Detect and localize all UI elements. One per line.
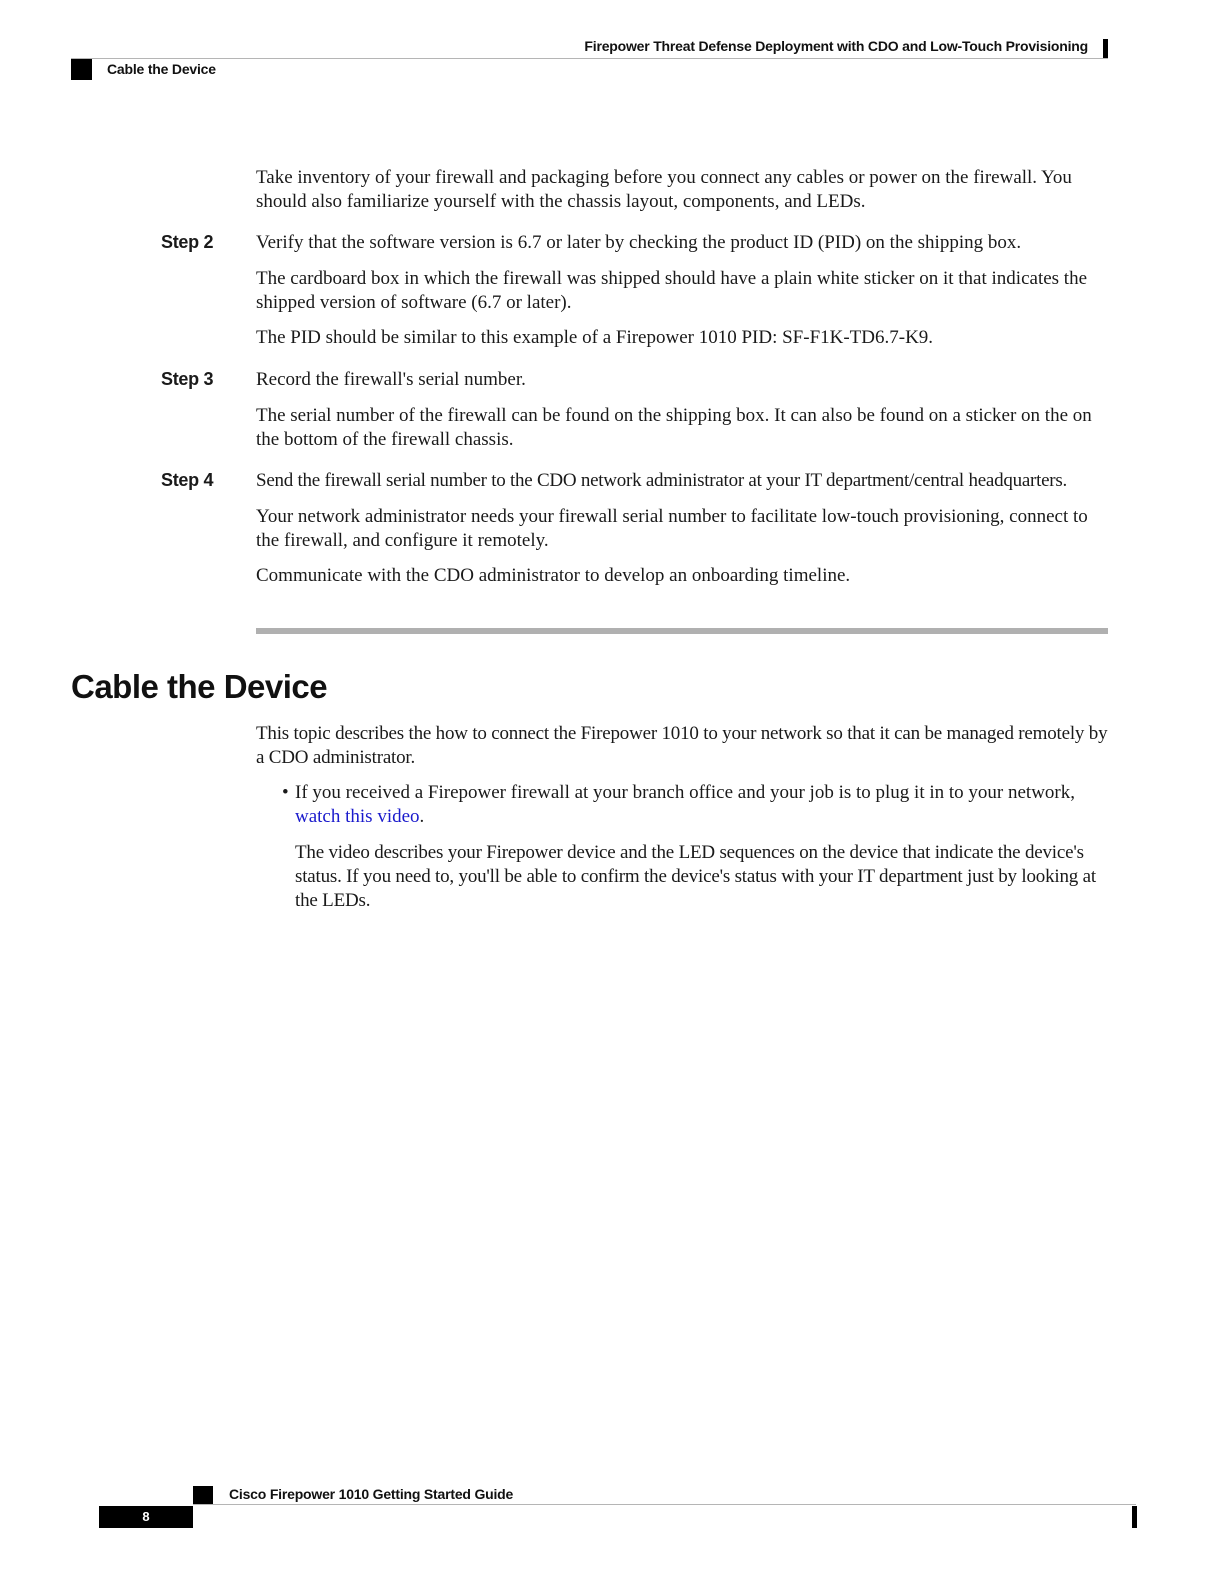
bullet-text: [295, 781, 1112, 829]
step-4-label: Step 4: [161, 470, 214, 490]
footer-rule: [193, 1504, 1136, 1505]
step-2-detail-2: The PID should be similar to this example of a Firepower 1010 PID: SF-F1K-TD6.7-K9.: [256, 327, 934, 348]
step-3-label: Step 3: [161, 369, 214, 389]
watch-video-link[interactable]: watch this video: [295, 806, 420, 827]
header-rule: [71, 58, 1108, 59]
footer-marker: [193, 1486, 213, 1505]
bullet-text-before-link: If you received a Firepower firewall at your branch office and your job is to plug it in to your network,: [295, 782, 1076, 803]
step-2-label: Step 2: [161, 232, 214, 252]
step-4-detail-2: Communicate with the CDO administrator to develop an onboarding timeline.: [256, 565, 851, 586]
bullet-followup: The video describes your Firepower device and the LED sequences on the device that indicate the device's status. If you need to, you'll be able to confirm the device's status with your IT department just by looking at the LEDs.: [295, 842, 1096, 911]
step-4-text: Send the firewall serial number to the CDO network administrator at your IT department/central headquarters.: [256, 470, 1068, 491]
bullet-marker: •: [282, 782, 289, 803]
header-section-marker: [71, 59, 92, 80]
footer-guide-title: Cisco Firepower 1010 Getting Started Guide: [229, 1486, 514, 1502]
footer-marker-bar: [1132, 1506, 1137, 1528]
header-marker-bar: [1103, 39, 1108, 59]
running-header-chapter-title: Firepower Threat Defense Deployment with CDO and Low-Touch Provisioning: [584, 38, 1088, 54]
section-intro: This topic describes the how to connect the Firepower 1010 to your network so that it can be managed remotely by a CDO administrator.: [256, 723, 1108, 768]
section-heading: Cable the Device: [71, 668, 328, 705]
bullet-item: [282, 781, 1112, 829]
step-4-detail-1: Your network administrator needs your firewall serial number to facilitate low-touch provisioning, connect to the firewall, and configure it remotely.: [256, 506, 1088, 551]
section-separator: [256, 628, 1108, 634]
step-3-detail-1: The serial number of the firewall can be found on the shipping box. It can also be found on a sticker on the on the bottom of the firewall chassis.: [256, 405, 1092, 450]
page-number: 8: [99, 1506, 193, 1528]
intro-paragraph: Take inventory of your firewall and packaging before you connect any cables or power on the firewall. You should also familiarize yourself with the chassis layout, components, and LEDs.: [256, 167, 1072, 212]
step-2-text: Verify that the software version is 6.7 or later by checking the product ID (PID) on the shipping box.: [256, 232, 1022, 253]
step-3-text: Record the firewall's serial number.: [256, 369, 526, 390]
bullet-text-after-link: .: [419, 806, 425, 827]
running-header-section-title: Cable the Device: [107, 61, 216, 77]
step-2-detail-1: The cardboard box in which the firewall was shipped should have a plain white sticker on it that indicates the shipped version of software (6.7 or later).: [256, 268, 1088, 313]
